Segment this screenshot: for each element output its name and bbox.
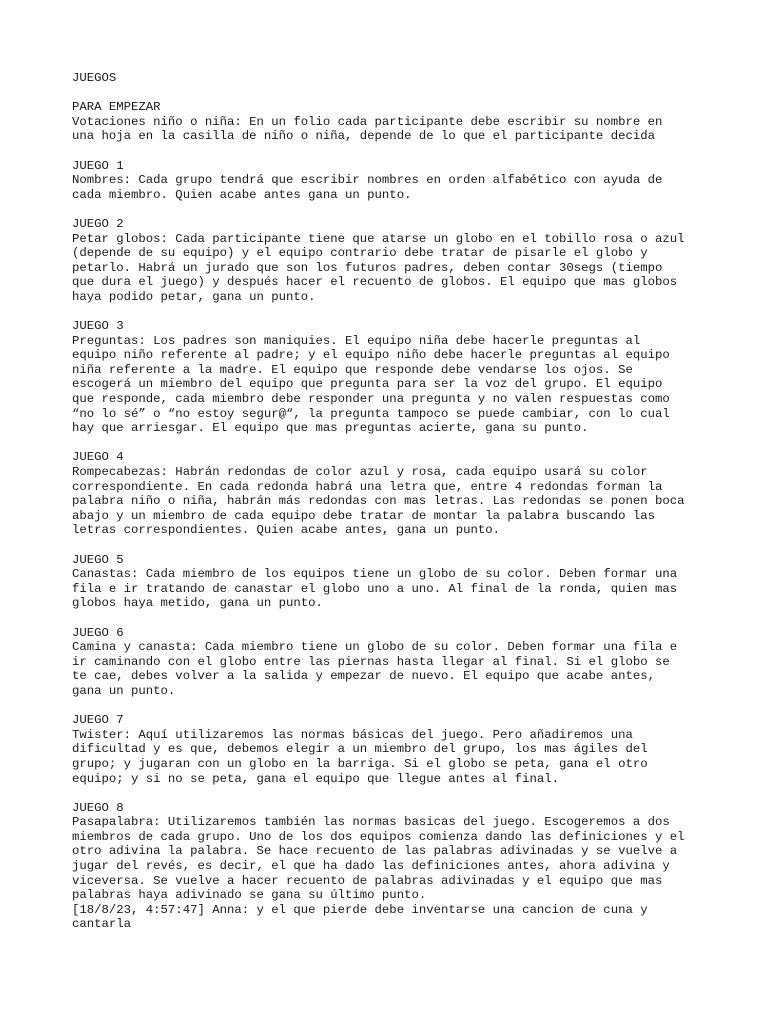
section-heading: JUEGO 1 — [72, 158, 124, 173]
section-juego-6 — [72, 626, 712, 699]
section-juego-3 — [72, 319, 712, 436]
section-juego-1 — [72, 159, 712, 203]
section-body: Votaciones niño o niña: En un folio cada participante debe escribir su nombre en una hoja en la casilla de niño o niña, depende de lo que el participante decida — [72, 114, 663, 144]
document-page — [72, 71, 712, 932]
section-body: Twister: Aquí utilizaremos las normas básicas del juego. Pero añadiremos una dificultad y es que, debemos elegir a un miembro del grupo, los mas ágiles del grupo; y jugaran con un globo en la barriga. Si el globo se peta, gana el otro equipo; y si no se peta, gana el equipo que llegue antes al final. — [72, 727, 648, 786]
section-para-empezar — [72, 100, 712, 144]
section-body: Canastas: Cada miembro de los equipos tiene un globo de su color. Deben formar una fila e ir tratando de canastar el globo uno a uno. Al final de la ronda, quien mas globos haya metido, gana un punto. — [72, 567, 678, 611]
section-body: Camina y canasta: Cada miembro tiene un globo de su color. Deben formar una fila e ir caminando con el globo entre las piernas hasta llegar al final. Si el globo se te cae, debes volver a la salida y empezar de nuevo. El equipo que acabe antes, gana un punto. — [72, 640, 678, 698]
section-heading: JUEGO 4 — [72, 450, 124, 465]
section-heading: JUEGO 3 — [72, 319, 124, 334]
section-juego-7 — [72, 713, 712, 786]
section-heading: JUEGO 5 — [72, 552, 124, 567]
document-title: JUEGOS — [72, 71, 117, 85]
section-body: Petar globos: Cada participante tiene que atarse un globo en el tobillo rosa o azul (depende de su equipo) y el equipo contrario debe tratar de pisarle el globo y petarlo. Habrá un jurado que son los futuros padres, deben contar 30segs (tiempo que dura el juego) y después hacer el recuento de globos. El equipo que mas globos haya podido petar, gana un punto. — [72, 231, 685, 304]
section-body: Rompecabezas: Habrán redondas de color azul y rosa, cada equipo usará su color correspondiente. En cada redonda habrá una letra que, entre 4 redondas forman la palabra niño o niña, habrán más redondas con mas letras. Las redondas se ponen boca abajo y un miembro de cada equipo debe tratar de montar la palabra buscando las letras correspondientes. Quien acabe antes, gana un punto. — [72, 465, 685, 538]
section-heading: JUEGO 2 — [72, 216, 124, 231]
chat-note: [18/8/23, 4:57:47] Anna: y el que pierde debe inventarse una cancion de cuna y cantarla — [72, 902, 648, 932]
section-heading: JUEGO 6 — [72, 625, 124, 640]
section-body: Preguntas: Los padres son maniquies. El equipo niña debe hacerle preguntas al equipo niño referente al padre; y el equipo niño debe hacerle preguntas al equipo niña referente a la madre. El equipo que responde debe vendarse los ojos. Se escogerá un miembro del equipo que pregunta para ser la voz del grupo. El equipo que responde, cada miembro debe responder una pregunta y no valen respuestas como “no lo sé” o “no estoy segur@“, la pregunta tampoco se puede cambiar, con lo cual hay que arriesgar. El equipo que mas preguntas acierte, gana su punto. — [72, 333, 670, 436]
section-juego-2 — [72, 217, 712, 305]
section-juego-4 — [72, 450, 712, 538]
section-body: Nombres: Cada grupo tendrá que escribir nombres en orden alfabético con ayuda de cada miembro. Quien acabe antes gana un punto. — [72, 173, 663, 202]
section-juego-8 — [72, 801, 712, 932]
section-juego-5 — [72, 553, 712, 611]
section-body: Pasapalabra: Utilizaremos también las normas basicas del juego. Escogeremos a dos miembros de cada grupo. Uno de los dos equipos comienza dando las definiciones y el otro adivina la palabra. Se hace recuento de las palabras adivinadas y se vuelve a jugar del revés, es decir, el que ha dado las definiciones antes, ahora adivina y viceversa. Se vuelve a hacer recuento de palabras adivinadas y el equipo que mas palabras haya adivinado se gana su último punto. — [72, 815, 685, 903]
section-heading: JUEGO 8 — [72, 800, 124, 815]
section-heading: PARA EMPEZAR — [72, 100, 161, 115]
section-heading: JUEGO 7 — [72, 713, 124, 728]
